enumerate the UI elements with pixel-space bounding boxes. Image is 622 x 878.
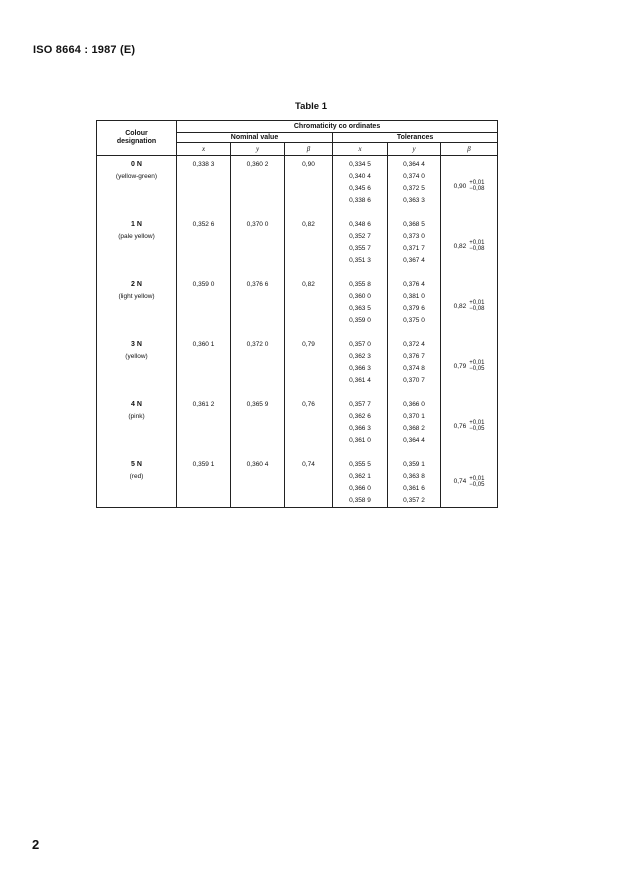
tol-x-value: 0,362 3 (349, 353, 371, 360)
tolerance-beta-plus: +0,01 (469, 360, 485, 366)
nominal-y-cell: 0,360 2 (231, 156, 285, 217)
tolerance-beta-plus: +0,01 (469, 300, 485, 306)
tolerance-beta-value: 0,90 (453, 182, 467, 190)
tolerance-y-cell (388, 336, 441, 396)
colour-name: (pale yellow) (118, 233, 155, 240)
colour-designation-cell (97, 336, 177, 396)
nominal-x-header: x (177, 143, 231, 156)
table-row (97, 216, 498, 276)
tol-x-value: 0,362 1 (349, 473, 371, 480)
tolerance-beta-minus: −0,05 (469, 481, 485, 488)
tolerance-beta-minus: −0,08 (469, 186, 485, 192)
tol-x-value: 0,351 3 (349, 257, 371, 264)
tol-x-value: 0,355 5 (349, 461, 371, 468)
tol-y-value: 0,363 3 (403, 197, 425, 204)
tolerance-x-cell (333, 276, 388, 336)
tolerance-beta-value: 0,79 (453, 362, 467, 370)
tol-y-value: 0,367 4 (403, 257, 425, 264)
tol-y-value: 0,376 7 (403, 353, 425, 360)
nominal-beta-cell: 0,76 (285, 396, 333, 456)
nominal-x-cell: 0,359 1 (177, 456, 231, 508)
colour-name: (light yellow) (118, 293, 155, 300)
tolerance-x-cell (333, 216, 388, 276)
nominal-beta-cell: 0,82 (285, 276, 333, 336)
colour-code: 1 N (131, 221, 142, 228)
colour-designation-cell (97, 156, 177, 217)
tol-y-value: 0,373 0 (403, 233, 425, 240)
table-row (97, 396, 498, 456)
tol-y-value: 0,368 5 (403, 221, 425, 228)
tolerances-header: Tolerances (333, 133, 498, 143)
tolerance-y-cell (388, 216, 441, 276)
nominal-beta-cell: 0,74 (285, 456, 333, 508)
table-row (97, 336, 498, 396)
colour-code: 5 N (131, 461, 142, 468)
colour-designation-cell (97, 456, 177, 508)
tolerance-beta-minus: −0,08 (469, 306, 485, 312)
tol-y-value: 0,364 4 (403, 161, 425, 168)
tol-y-value: 0,372 4 (403, 341, 425, 348)
nominal-value-header: Nominal value (177, 133, 333, 143)
tol-y-value: 0,364 4 (403, 437, 425, 444)
tolerance-x-header: x (333, 143, 388, 156)
tol-y-value: 0,370 7 (403, 377, 425, 384)
tol-y-value: 0,379 6 (403, 305, 425, 312)
tolerance-x-cell (333, 396, 388, 456)
tol-x-value: 0,348 6 (349, 221, 371, 228)
colour-name: (yellow) (125, 353, 148, 360)
table-row (97, 276, 498, 336)
nominal-x-cell: 0,361 2 (177, 396, 231, 456)
colour-name: (red) (129, 473, 144, 480)
tolerance-beta-cell (441, 396, 498, 456)
tol-x-value: 0,357 0 (349, 341, 371, 348)
tol-x-value: 0,361 0 (349, 437, 371, 444)
tolerance-y-cell (388, 396, 441, 456)
tol-y-value: 0,371 7 (403, 245, 425, 252)
nominal-beta-header: β (285, 143, 333, 156)
tolerance-y-cell (388, 456, 441, 508)
tol-x-value: 0,338 6 (349, 197, 371, 204)
colour-name: (pink) (128, 413, 145, 420)
tol-x-value: 0,355 8 (349, 281, 371, 288)
tol-x-value: 0,345 6 (349, 185, 371, 192)
tolerance-beta-value: 0,82 (453, 242, 467, 250)
colour-designation-cell (97, 276, 177, 336)
tolerance-y-cell (388, 276, 441, 336)
chromaticity-table (96, 120, 498, 508)
tol-x-value: 0,361 4 (349, 377, 371, 384)
tol-y-value: 0,359 1 (403, 461, 425, 468)
tolerance-x-cell (333, 156, 388, 217)
tolerance-beta-plus: +0,01 (469, 475, 485, 482)
tol-x-value: 0,366 3 (349, 365, 371, 372)
tolerance-beta-value: 0,74 (453, 478, 467, 485)
colour-name: (yellow-green) (115, 173, 158, 180)
table-row (97, 156, 498, 217)
tolerance-y-cell (388, 156, 441, 217)
page-number: 2 (32, 837, 40, 852)
tol-x-value: 0,355 7 (349, 245, 371, 252)
nominal-beta-cell: 0,82 (285, 216, 333, 276)
nominal-y-cell: 0,365 9 (231, 396, 285, 456)
tol-x-value: 0,366 0 (349, 485, 371, 492)
tol-y-value: 0,370 1 (403, 413, 425, 420)
nominal-x-cell: 0,352 6 (177, 216, 231, 276)
tol-y-value: 0,376 4 (403, 281, 425, 288)
colour-code: 3 N (131, 341, 142, 348)
nominal-y-cell: 0,376 6 (231, 276, 285, 336)
nominal-beta-cell: 0,90 (285, 156, 333, 217)
nominal-y-header: y (231, 143, 285, 156)
tolerance-beta-cell (441, 156, 498, 217)
tol-x-value: 0,359 0 (349, 317, 371, 324)
tolerance-y-header: y (388, 143, 441, 156)
colour-code: 4 N (131, 401, 142, 408)
nominal-x-cell: 0,360 1 (177, 336, 231, 396)
nominal-y-cell: 0,372 0 (231, 336, 285, 396)
nominal-x-cell: 0,338 3 (177, 156, 231, 217)
tol-y-value: 0,374 0 (403, 173, 425, 180)
tol-x-value: 0,360 0 (349, 293, 371, 300)
tolerance-beta-cell (441, 336, 498, 396)
tol-y-value: 0,375 0 (403, 317, 425, 324)
tol-x-value: 0,363 5 (349, 305, 371, 312)
tolerance-beta-plus: +0,01 (469, 420, 485, 426)
colour-designation-header: Colour designation (97, 121, 177, 156)
tol-x-value: 0,358 9 (349, 497, 371, 504)
tol-x-value: 0,366 3 (349, 425, 371, 432)
tol-y-value: 0,372 5 (403, 185, 425, 192)
tol-x-value: 0,362 6 (349, 413, 371, 420)
tol-y-value: 0,357 2 (403, 497, 425, 504)
tol-x-value: 0,352 7 (349, 233, 371, 240)
document-header: ISO 8664 : 1987 (E) (33, 44, 136, 56)
tol-x-value: 0,340 4 (349, 173, 371, 180)
table-row (97, 456, 498, 508)
tolerance-x-cell (333, 336, 388, 396)
tolerance-beta-minus: −0,05 (469, 426, 485, 432)
tolerance-x-cell (333, 456, 388, 508)
nominal-x-cell: 0,359 0 (177, 276, 231, 336)
tolerance-beta-plus: +0,01 (469, 180, 485, 186)
nominal-y-cell: 0,370 0 (231, 216, 285, 276)
tolerance-beta-minus: −0,08 (469, 246, 485, 252)
tolerance-beta-value: 0,82 (453, 302, 467, 310)
tol-y-value: 0,363 8 (403, 473, 425, 480)
tol-y-value: 0,366 0 (403, 401, 425, 408)
tol-y-value: 0,361 6 (403, 485, 425, 492)
tolerance-beta-cell (441, 216, 498, 276)
tolerance-beta-value: 0,76 (453, 422, 467, 430)
tolerance-beta-header: β (441, 143, 498, 156)
colour-code: 2 N (131, 281, 142, 288)
colour-code: 0 N (131, 161, 142, 168)
tolerance-beta-cell (441, 456, 498, 508)
tolerance-beta-plus: +0,01 (469, 240, 485, 246)
colour-designation-cell (97, 396, 177, 456)
nominal-y-cell: 0,360 4 (231, 456, 285, 508)
tolerance-beta-cell (441, 276, 498, 336)
tol-x-value: 0,334 5 (349, 161, 371, 168)
tol-y-value: 0,368 2 (403, 425, 425, 432)
tol-x-value: 0,357 7 (349, 401, 371, 408)
nominal-beta-cell: 0,79 (285, 336, 333, 396)
chromaticity-header: Chromaticity co ordinates (177, 121, 498, 133)
tol-y-value: 0,374 8 (403, 365, 425, 372)
tolerance-beta-minus: −0,05 (469, 366, 485, 372)
table-caption: Table 1 (294, 101, 328, 112)
colour-designation-cell (97, 216, 177, 276)
tol-y-value: 0,381 0 (403, 293, 425, 300)
